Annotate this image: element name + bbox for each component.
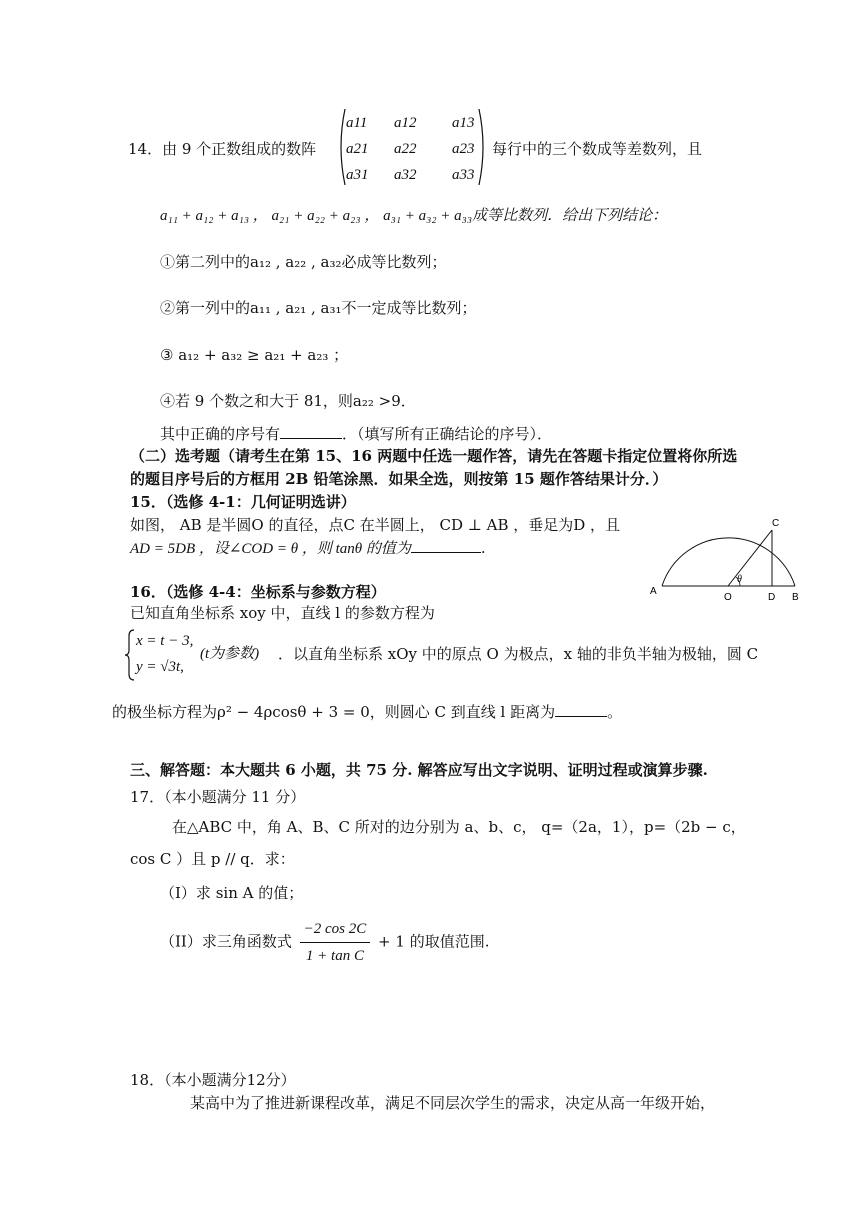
- label-D: D: [768, 592, 776, 603]
- q14-line1-start: 14．由 9 个正数组成的数阵: [128, 140, 317, 158]
- q14-conclusion-1: ①第二列中的a₁₂ , a₂₂ , a₃₂必成等比数列；: [160, 253, 447, 271]
- q14-ask: 其中正确的序号有 ．（填写所有正确结论的序号）．: [160, 425, 553, 443]
- q16-line1: 已知直角坐标系 xoy 中，直线 l 的参数方程为: [130, 604, 435, 622]
- matrix-cell-12: a12: [394, 115, 417, 131]
- q14-matrix: [336, 107, 488, 187]
- section2-heading-line1: （二）选考题（请考生在第 15、16 两题中任选一题作答，请先在答题卡指定位置将你所选: [130, 447, 738, 465]
- semicircle-figure: [640, 500, 820, 610]
- matrix-cell-22: a22: [394, 141, 417, 157]
- q16-answer-blank[interactable]: [555, 702, 607, 717]
- q17-fraction: $\frac{-2 \cos 2C}{\text{1 + tan C}}$: [300, 918, 371, 967]
- q15-title: 15．（选修 4-1：几何证明选讲）: [130, 493, 356, 511]
- matrix-cell-31: a31: [346, 167, 369, 183]
- q14-conclusion-2: ②第一列中的a₁₁ , a₂₁ , a₃₁不一定成等比数列；: [160, 299, 477, 317]
- section3-heading: 三、解答题：本大题共 6 小题，共 75 分. 解答应写出文字说明、证明过程或演算步骤.: [130, 761, 708, 779]
- q14-conclusion-4: ④若 9 个数之和大于 81，则a₂₂ >9．: [160, 392, 416, 410]
- system-brace: [124, 628, 136, 682]
- matrix-cell-13: a13: [452, 115, 475, 131]
- q14-line1-end: 每行中的三个数成等差数列，且: [492, 140, 703, 158]
- q18-title: 18．（本小题满分12分）: [130, 1071, 296, 1089]
- q17-line2: cos C ）且 p // q．求：: [130, 850, 295, 868]
- q14-conclusion-3: ③ a₁₂ + a₃₂ ≥ a₂₁ + a₂₃ ；: [160, 346, 349, 364]
- label-theta: θ: [737, 574, 742, 585]
- matrix-cell-23: a23: [452, 141, 475, 157]
- matrix-cell-11: a11: [346, 115, 368, 131]
- q16-parameter: (t为参数): [200, 646, 260, 662]
- label-A: A: [650, 586, 657, 597]
- label-O: O: [724, 592, 732, 603]
- q16-line2: ．以直角坐标系 xOy 中的原点 O 为极点，x 轴的非负半轴为极轴，圆 C: [278, 645, 759, 663]
- q15-line1: 如图， AB 是半圆O 的直径，点C 在半圆上， CD ⊥ AB ，垂足为D ，且: [130, 516, 621, 534]
- matrix-cell-21: a21: [346, 141, 369, 157]
- q17-part2: （II）求三角函数式 $\frac{-2 \cos 2C}{\text{1 + tan C}}$ + 1 的取值范围.: [160, 918, 489, 967]
- q14-answer-blank[interactable]: [280, 424, 342, 439]
- matrix-cell-32: a32: [394, 167, 417, 183]
- q16-title: 16．（选修 4-4：坐标系与参数方程）: [130, 583, 386, 601]
- label-C: C: [772, 518, 780, 529]
- q17-title: 17．（本小题满分 11 分）: [130, 788, 306, 806]
- q17-line1: 在△ABC 中，角 A、B、C 所对的边分别为 a、b、c， q=（2a，1），p=（2b − c，: [172, 818, 746, 836]
- label-B: B: [792, 592, 799, 603]
- q16-equation-1: x = t − 3,: [136, 633, 194, 649]
- q16-line3: 的极坐标方程为ρ² − 4ρcosθ + 3 = 0，则圆心 C 到直线 l 距离为 。: [112, 703, 623, 721]
- q14-line2: a₁₁ + a₁₂ + a₁₃ ， a₂₁ + a₂₂ + a₂₃ ， a₃₁ + a₃₂ + a₃₃成等比数列．给出下列结论：: [160, 208, 668, 224]
- matrix-cell-33: a33: [452, 167, 475, 183]
- q15-answer-blank[interactable]: [411, 538, 481, 553]
- q18-line1: 某高中为了推进新课程改革，满足不同层次学生的需求，决定从高一年级开始，: [190, 1094, 716, 1112]
- q17-part1: （I）求 sin A 的值；: [160, 884, 304, 902]
- q16-equation-2: y = √3t,: [136, 659, 184, 675]
- q15-line2: AD = 5DB ，设∠COD = θ ，则 tanθ 的值为 .: [130, 539, 486, 557]
- section2-heading-line2: 的题目序号后的方框用 2B 铅笔涂黑．如果全选，则按第 15 题作答结果计分．）: [130, 470, 668, 488]
